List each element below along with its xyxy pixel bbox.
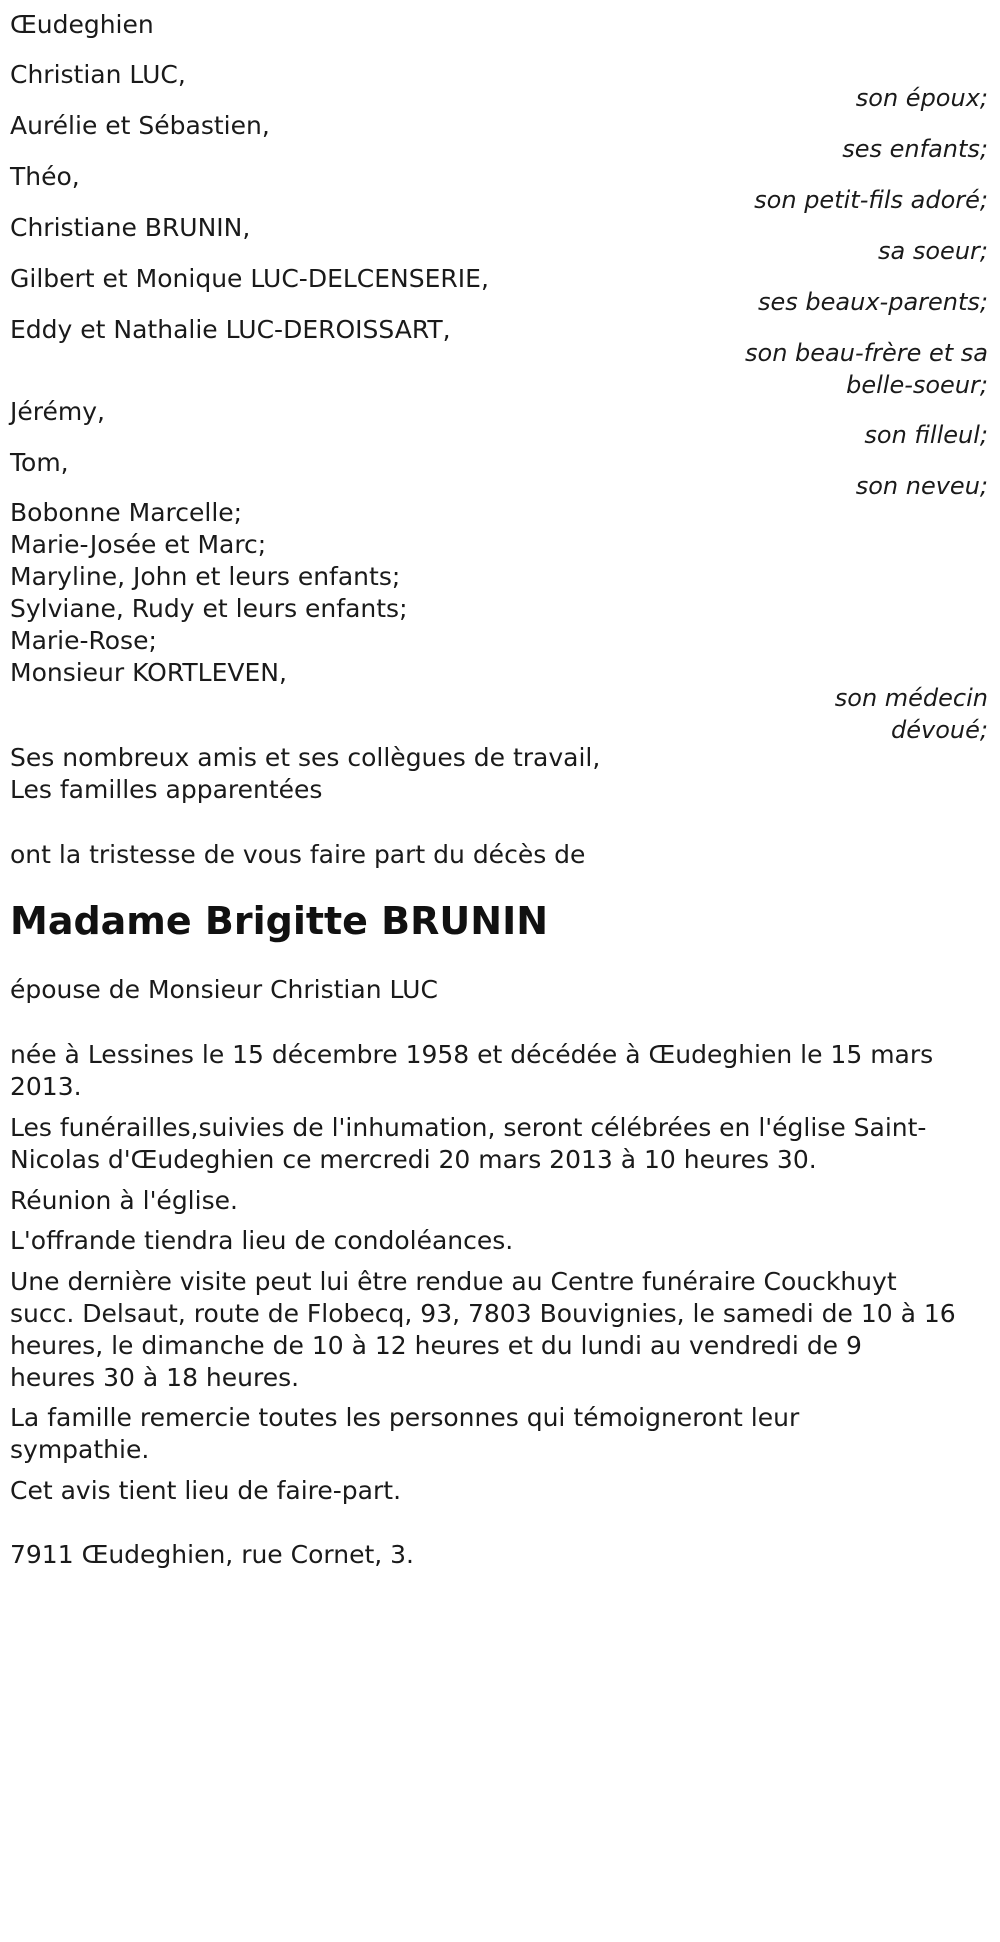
location-heading: Œudeghien <box>10 10 154 39</box>
parents-in-law-name: Gilbert et Monique LUC-DELCENSERIE, <box>10 264 489 293</box>
doctor-relation-line1: son médecin <box>834 684 988 712</box>
in-laws-name: Eddy et Nathalie LUC-DEROISSART, <box>10 315 451 344</box>
thanks-line2: sympathie. <box>10 1435 150 1464</box>
godson-name: Jérémy, <box>10 397 105 426</box>
other-relative: Marie-Rose; <box>10 626 157 655</box>
children-relation: ses enfants; <box>842 135 988 163</box>
godson-relation: son filleul; <box>864 421 988 449</box>
other-relative: Bobonne Marcelle; <box>10 498 243 527</box>
sister-name: Christiane BRUNIN, <box>10 213 251 242</box>
other-relative: Sylviane, Rudy et leurs enfants; <box>10 594 408 623</box>
friends-line: Ses nombreux amis et ses collègues de travail, <box>10 743 601 772</box>
sister-relation: sa soeur; <box>878 237 988 265</box>
in-laws-relation-line2: belle-soeur; <box>846 371 988 399</box>
visit-line4: heures 30 à 18 heures. <box>10 1363 300 1392</box>
birth-death-line2: 2013. <box>10 1072 82 1101</box>
spouse-name: Christian LUC, <box>10 60 186 89</box>
meeting-line: Réunion à l'église. <box>10 1186 238 1215</box>
visit-line3: heures, le dimanche de 10 à 12 heures et du lundi au vendredi de 9 <box>10 1331 862 1360</box>
birth-death-line1: née à Lessines le 15 décembre 1958 et décédée à Œudeghien le 15 mars <box>10 1040 934 1069</box>
spouse-of: épouse de Monsieur Christian LUC <box>10 975 438 1004</box>
funeral-line1: Les funérailles,suivies de l'inhumation, seront célébrées en l'église Saint- <box>10 1113 927 1142</box>
announcement: ont la tristesse de vous faire part du décès de <box>10 840 586 869</box>
visit-line2: succ. Delsaut, route de Flobecq, 93, 7803 Bouvignies, le samedi de 10 à 16 <box>10 1299 956 1328</box>
nephew-name: Tom, <box>10 448 69 477</box>
grandson-name: Théo, <box>10 162 80 191</box>
nephew-relation: son neveu; <box>855 472 988 500</box>
offering-line: L'offrande tiendra lieu de condoléances. <box>10 1226 514 1255</box>
visit-line1: Une dernière visite peut lui être rendue au Centre funéraire Couckhuyt <box>10 1267 897 1296</box>
spouse-relation: son époux; <box>855 84 988 112</box>
thanks-line1: La famille remercie toutes les personnes qui témoigneront leur <box>10 1403 800 1432</box>
parents-in-law-relation: ses beaux-parents; <box>758 288 988 316</box>
other-relative: Maryline, John et leurs enfants; <box>10 562 401 591</box>
grandson-relation: son petit-fils adoré; <box>754 186 988 214</box>
relatives-line: Les familles apparentées <box>10 775 323 804</box>
doctor-relation-line2: dévoué; <box>891 716 988 744</box>
in-laws-relation-line1: son beau-frère et sa <box>745 339 988 367</box>
address-line: 7911 Œudeghien, rue Cornet, 3. <box>10 1540 415 1569</box>
other-relative: Marie-Josée et Marc; <box>10 530 267 559</box>
deceased-name: Madame Brigitte BRUNIN <box>10 899 549 943</box>
children-name: Aurélie et Sébastien, <box>10 111 270 140</box>
doctor-name: Monsieur KORTLEVEN, <box>10 658 287 687</box>
notice-line: Cet avis tient lieu de faire-part. <box>10 1476 402 1505</box>
funeral-line2: Nicolas d'Œudeghien ce mercredi 20 mars 2013 à 10 heures 30. <box>10 1145 817 1174</box>
